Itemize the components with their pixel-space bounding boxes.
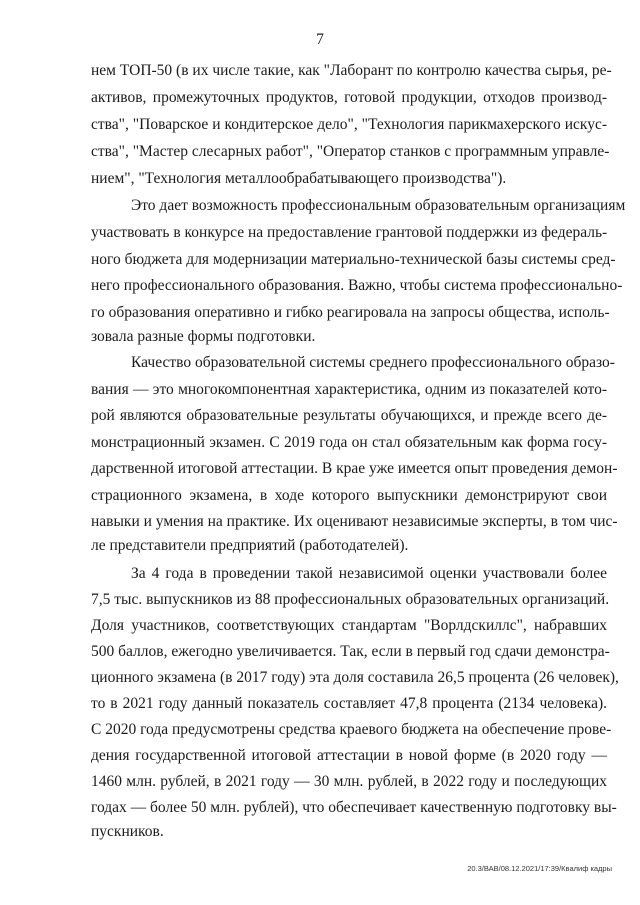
text-line: ства", "Поварское и кондитерское дело", "Технология парикмахерского искус- [91, 116, 607, 133]
text-line: активов, промежуточных продуктов, готовой продукции, отходов производ- [91, 89, 607, 106]
text-line: дения государственной итоговой аттестации в новой форме (в 2020 году — [91, 747, 607, 764]
text-line: Доля участников, соответствующих стандартам "Ворлдскиллс", набравших [91, 617, 607, 634]
text-line: ле представители предприятий (работодателей). [91, 537, 409, 554]
text-line: страционного экзамена, в ходе которого выпускники демонстрируют свои [91, 487, 607, 504]
page-number: 7 [316, 31, 324, 48]
text-line: нем ТОП-50 (в их числе такие, как "Лаборант по контролю качества сырья, ре- [91, 62, 612, 79]
text-line: нием", "Технология металлообрабатывающего производства"). [91, 170, 507, 187]
text-line: ционного экзамена (в 2017 году) эта доля составила 26,5 процента (26 человек), [91, 669, 619, 686]
text-line: За 4 года в проведении такой независимой оценки участвовали более [131, 565, 607, 582]
text-line: Это дает возможность профессиональным образовательным организациям [131, 197, 626, 214]
document-footer-stamp: 20.3/ВАВ/08.12.2021/17:39/Квалиф кадры [467, 864, 612, 873]
text-line: участвовать в конкурсе на предоставление грантовой поддержки из федераль- [91, 224, 608, 241]
text-line: зовала разные формы подготовки. [91, 328, 316, 345]
text-line: 500 баллов, ежегодно увеличивается. Так, если в первый год сдачи демонстра- [91, 643, 610, 660]
text-line: ного бюджета для модернизации материально-технической базы системы сред- [91, 251, 616, 268]
text-line: монстрационный экзамен. С 2019 года он стал обязательным как форма госу- [91, 434, 607, 451]
text-line: него профессионального образования. Важно, чтобы система профессионально- [91, 277, 623, 294]
text-line: рой являются образовательные результаты обучающихся, и прежде всего де- [91, 407, 607, 424]
text-line: то в 2021 году данный показатель составляет 47,8 процента (2134 человека). [91, 695, 607, 712]
text-line: С 2020 года предусмотрены средства краевого бюджета на обеспечение прове- [91, 721, 612, 738]
text-line: вания — это многокомпонентная характеристика, одним из показателей кото- [91, 381, 607, 398]
text-line: годах — более 50 млн. рублей), что обеспечивает качественную подготовку вы- [91, 799, 617, 816]
text-line: дарственной итоговой аттестации. В крае уже имеется опыт проведения демон- [91, 460, 618, 477]
text-line: 7,5 тыс. выпускников из 88 профессиональных образовательных организаций. [91, 591, 610, 608]
text-line: го образования оперативно и гибко реагировала на запросы общества, исполь- [91, 304, 610, 321]
text-line: 1460 млн. рублей, в 2021 году — 30 млн. рублей, в 2022 году и последующих [91, 773, 607, 790]
text-line: Качество образовательной системы среднего профессионального образо- [131, 354, 615, 371]
text-line: пускников. [91, 823, 164, 840]
text-line: ства", "Мастер слесарных работ", "Оператор станков с программным управле- [91, 143, 610, 160]
text-line: навыки и умения на практике. Их оценивают независимые эксперты, в том чис- [91, 513, 618, 530]
